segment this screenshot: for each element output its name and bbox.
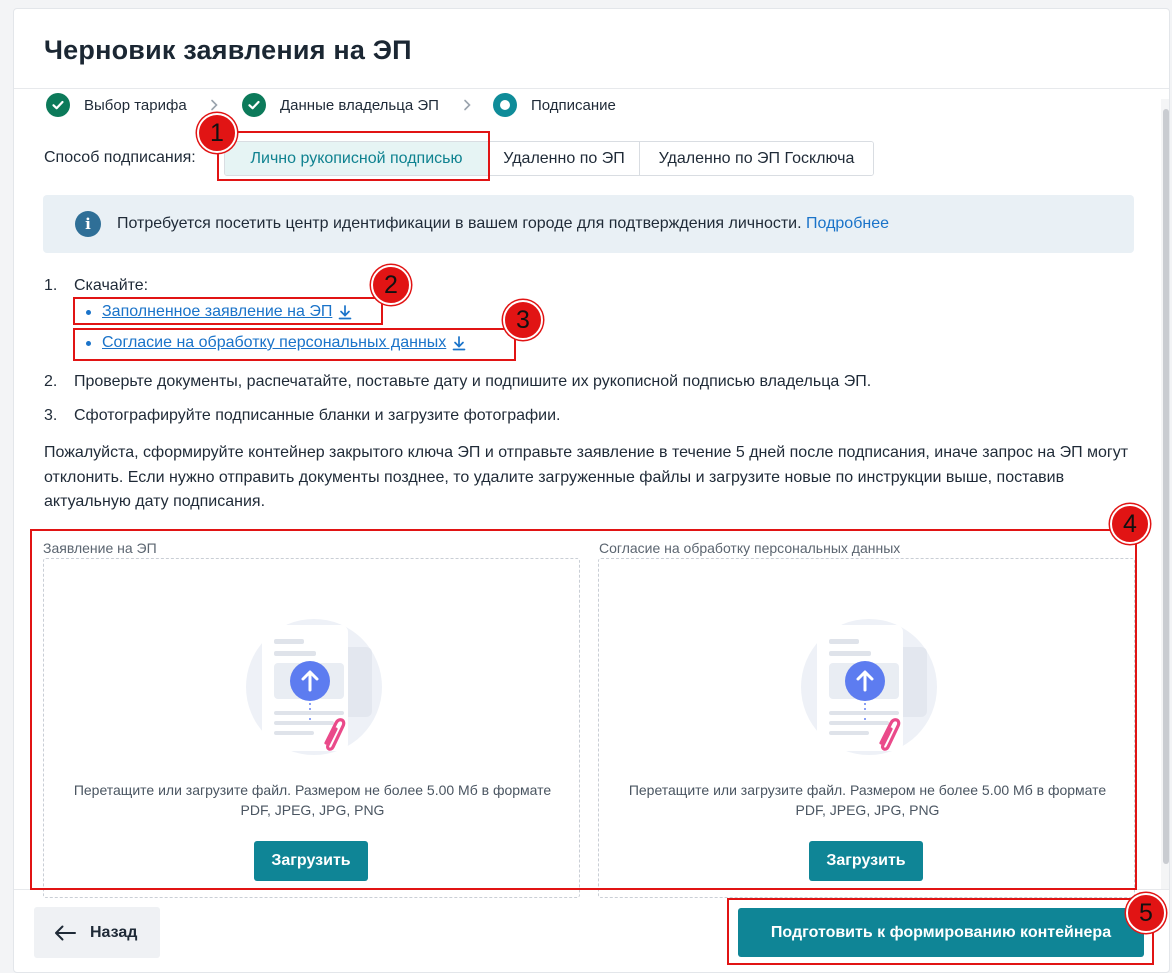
upload-dropzone-consent[interactable]: [598, 558, 1135, 898]
upload-label-application: Заявление на ЭП: [43, 540, 157, 556]
option-remote-ep[interactable]: Удаленно по ЭП: [489, 142, 640, 175]
instruction-step-3: 3. Сфотографируйте подписанные бланки и загрузите фотографии.: [44, 407, 561, 424]
upload-hint: Перетащите или загрузите файл. Размером не более 5.00 Мб в формате PDF, JPEG, JPG, PNG: [73, 782, 552, 818]
info-banner: [43, 195, 1134, 253]
step-tariff[interactable]: [46, 93, 187, 117]
instruction-text: Проверьте документы, распечатайте, поставьте дату и подпишите их рукописной подписью владельца ЭП.: [74, 373, 872, 390]
annotation-badge-1: 1: [197, 113, 237, 153]
download-icon[interactable]: [338, 305, 352, 320]
back-button[interactable]: [34, 907, 160, 958]
upload-button-consent[interactable]: Загрузить: [809, 841, 923, 881]
signing-method-label: Способ подписания:: [44, 149, 196, 166]
instruction-step-1: 1. Скачайте:: [44, 277, 149, 294]
instruction-step-2: 2. Проверьте документы, распечатайте, поставьте дату и подпишите их рукописной подписью владельца ЭП.: [44, 373, 872, 390]
upload-label-consent: Согласие на обработку персональных данных: [599, 540, 901, 556]
annotation-badge-3: 3: [503, 300, 543, 340]
step-label: Подписание: [531, 96, 616, 114]
option-remote-goskey[interactable]: Удаленно по ЭП Госключа: [640, 142, 873, 175]
file-upload-illustration-icon: [787, 617, 947, 757]
step-signing[interactable]: [493, 93, 616, 117]
instruction-text: Сфотографируйте подписанные бланки и загрузите фотографии.: [74, 407, 561, 424]
deadline-notice: Пожалуйста, сформируйте контейнер закрытого ключа ЭП и отправьте заявление в течение 5 дней после подписания, иначе запрос на ЭП могут отклонить. Если нужно отправить документы позднее, то удалите загруженные файлы и загрузите новые по инструкции выше, поставив актуальную дату подписания.: [44, 444, 1129, 510]
upload-hint: Перетащите или загрузите файл. Размером не более 5.00 Мб в формате PDF, JPEG, JPG, PNG: [628, 782, 1107, 818]
chevron-right-icon: [462, 93, 472, 117]
arrow-left-icon: [54, 925, 76, 941]
bullet: [86, 341, 91, 346]
signing-method-selector: [224, 141, 874, 176]
file-upload-illustration-icon: [232, 617, 392, 757]
info-icon: i: [75, 211, 101, 237]
application-window: [13, 8, 1170, 973]
upload-dropzone-application[interactable]: [43, 558, 580, 898]
more-info-link[interactable]: Подробнее: [806, 215, 889, 232]
info-text: Потребуется посетить центр идентификации в вашем городе для подтверждения личности.: [117, 215, 802, 232]
page-title: Черновик заявления на ЭП: [44, 35, 412, 65]
download-icon[interactable]: [452, 336, 466, 351]
annotation-badge-5: 5: [1126, 893, 1166, 933]
step-label: Выбор тарифа: [84, 96, 187, 114]
scrollbar-thumb[interactable]: [1163, 109, 1169, 864]
download-application[interactable]: [86, 303, 352, 321]
check-icon: [46, 93, 70, 117]
instruction-text: Скачайте:: [74, 277, 149, 294]
upload-button-application[interactable]: Загрузить: [254, 841, 368, 881]
step-label: Данные владельца ЭП: [280, 96, 439, 114]
download-consent-link[interactable]: Согласие на обработку персональных данных: [102, 334, 447, 351]
back-button-label: Назад: [90, 923, 138, 941]
bullet: [86, 310, 91, 315]
annotation-badge-4: 4: [1110, 504, 1150, 544]
option-handwritten-signature[interactable]: Лично рукописной подписью: [225, 142, 489, 175]
footer-divider: [14, 889, 1169, 890]
download-application-link[interactable]: Заполненное заявление на ЭП: [102, 303, 333, 320]
annotation-badge-2: 2: [371, 265, 411, 305]
step-owner-data[interactable]: [242, 93, 439, 117]
current-step-icon: [493, 93, 517, 117]
check-icon: [242, 93, 266, 117]
prepare-container-button[interactable]: Подготовить к формированию контейнера: [738, 908, 1144, 957]
download-consent[interactable]: [86, 334, 466, 352]
title-divider: [14, 88, 1169, 89]
